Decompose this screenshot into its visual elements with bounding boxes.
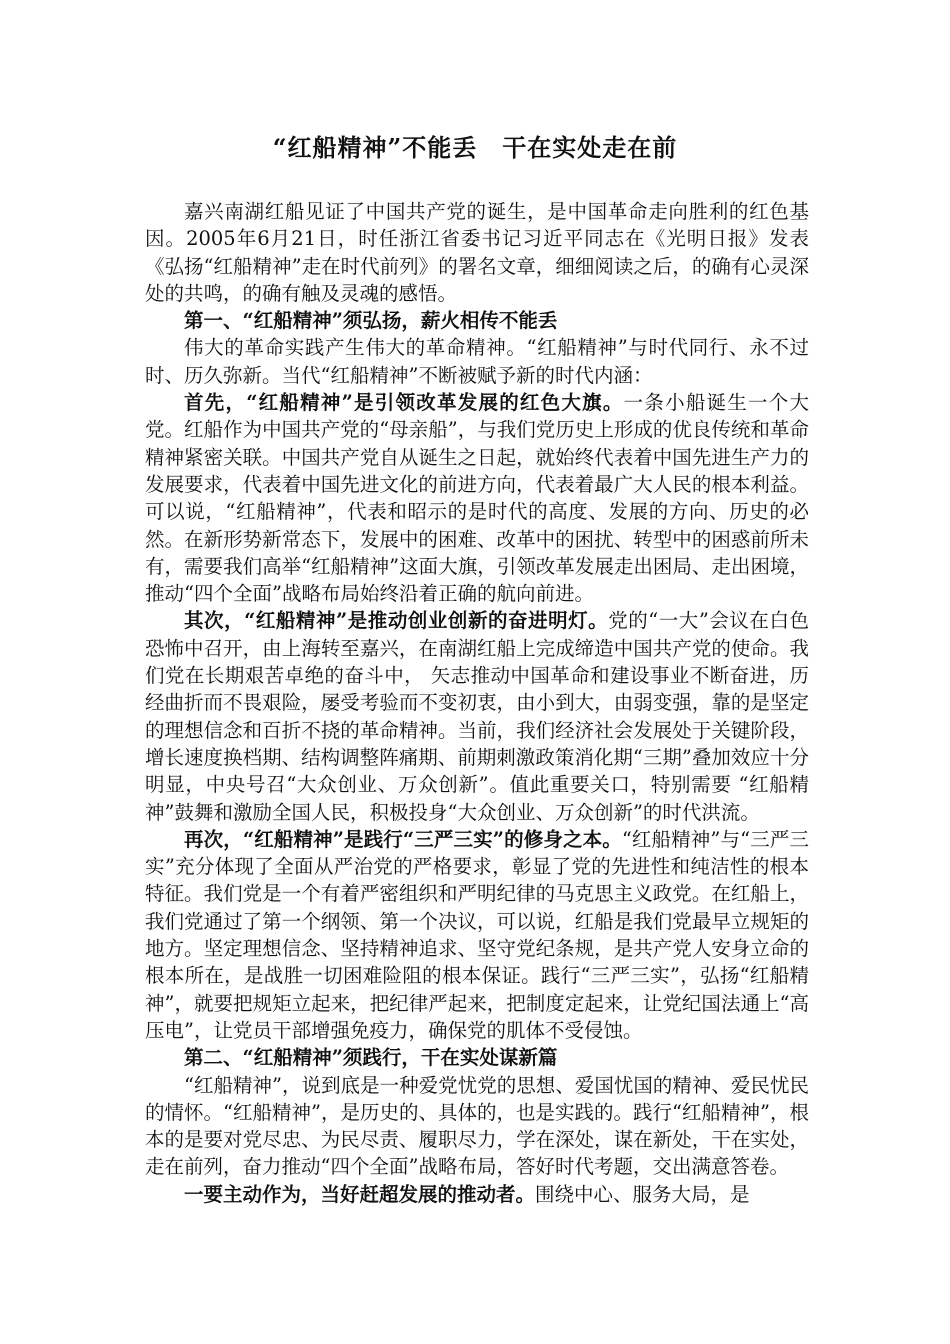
first-point-paragraph — [145, 389, 809, 607]
first-point-text: 一条小船诞生一个大党。红船作为中国共产党的“母亲船”，与我们党历史上形成的优良传统和革命精神紧密关联。中国共产党自从诞生之日起，就始终代表着中国先进生产力的发展要求，代表着中国先进文化的前进方向，代表着最广大人民的根本利益。可以说，“红船精神”，代表和昭示的是时代的高度、发展的方向、历史的必然。在新形势新常态下，发展中的困难、改革中的困扰、转型中的困惑前所未有，需要我们高举“红船精神”这面大旗，引领改革发展走出困局、走出困境，推动“四个全面”战略布局始终沿着正确的航向前进。 — [145, 391, 809, 606]
third-point-lead: 再次，“红船精神”是践行“三严三实”的修身之本。 — [184, 827, 622, 851]
third-point-text: “红船精神”与“三严三实”充分体现了全面从严治党的严格要求，彰显了党的先进性和纯洁性的根本特征。我们党是一个有着严密组织和严明纪律的马克思主义政党。在红船上，我们党通过了第一个纲领、第一个决议，可以说，红船是我们党最早立规矩的地方。坚定理想信念、坚持精神追求、坚守党纪条规，是共产党人安身立命的根本所在，是战胜一切困难险阻的根本保证。践行“三严三实”，弘扬“红船精神”，就要把规矩立起来，把纪律严起来，把制度定起来，让党纪国法通上“高压电”，让党员干部增强免疫力，确保党的肌体不受侵蚀。 — [145, 827, 809, 1042]
first-point-lead: 首先，“红船精神”是引领改革发展的红色大旗。 — [184, 391, 624, 415]
intro-paragraph: 嘉兴南湖红船见证了中国共产党的诞生，是中国革命走向胜利的红色基因。2005年6月21日，时任浙江省委书记习近平同志在《光明日报》发表《弘扬“红船精神”走在时代前列》的署名文章，细细阅读之后，的确有心灵深处的共鸣，的确有触及灵魂的感悟。 — [145, 200, 809, 305]
action-point-1-text: 围绕中心、服务大局，是 — [535, 1182, 750, 1206]
second-point-text: 党的“一大”会议在白色恐怖中召开，由上海转至嘉兴，在南湖红船上完成缔造中国共产党的使命。我们党在长期艰苦卓绝的奋斗中， 矢志推动中国革命和建设事业不断奋进，历经曲折而不畏艰险，屡受考验而不变初衷，由小到大，由弱变强，靠的是坚定的理想信念和百折不挠的革命精神。当前，我们经济社会发展处于关键阶段，增长速度换档期、结构调整阵痛期、前期刺激政策消化期“三期”叠加效应十分明显，中央号召“大众创业、万众创新”。值此重要关口，特别需要 “红船精神”鼓舞和激励全国人民，积极投身“大众创业、万众创新”的时代洪流。 — [145, 609, 809, 824]
action-point-1-paragraph — [145, 1181, 809, 1208]
section-2-intro-paragraph: “红船精神”，说到底是一种爱党忧党的思想、爱国忧国的精神、爱民忧民的情怀。“红船精神”，是历史的、具体的，也是实践的。践行“红船精神”，根本的是要对党尽忠、为民尽责、履职尽力，学在深处，谋在新处，干在实处，走在前列，奋力推动“四个全面”战略布局，答好时代考题，交出满意答卷。 — [145, 1073, 809, 1179]
section-heading-1: 第一、“红船精神”须弘扬，薪火相传不能丢 — [184, 309, 558, 333]
document-title: “红船精神”不能丢 干在实处走在前 — [272, 133, 678, 162]
action-point-1-lead: 一要主动作为，当好赶超发展的推动者。 — [184, 1182, 536, 1206]
section-1-intro-paragraph: 伟大的革命实践产生伟大的革命精神。“红船精神”与时代同行、永不过时、历久弥新。当代“红船精神”不断被赋予新的时代内涵： — [145, 336, 809, 387]
second-point-lead: 其次，“红船精神”是推动创业创新的奋进明灯。 — [184, 609, 609, 633]
third-point-paragraph — [145, 826, 809, 1044]
document-body — [145, 198, 809, 1208]
section-heading-2: 第二、“红船精神”须践行，干在实处谋新篇 — [184, 1046, 558, 1070]
second-point-paragraph — [145, 607, 809, 825]
